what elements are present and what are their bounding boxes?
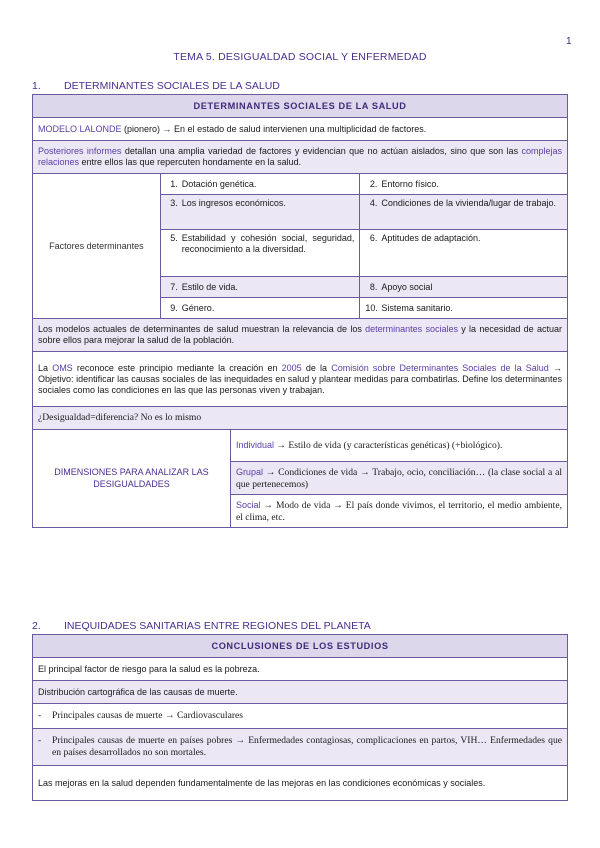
- dimension-term: Individual: [235, 439, 274, 450]
- factor-number: 7.: [170, 281, 178, 292]
- posteriores-text-1: detallan una amplia variedad de factores y evidencian que no actúan aislados, sino que son las: [121, 146, 522, 156]
- document-title: TEMA 5. DESIGUALDAD SOCIAL Y ENFERMEDAD: [173, 51, 427, 63]
- dimension-text: → Condiciones de vida → Trabajo, ocio, conciliación… (la clase social a al que pertenecemos): [235, 466, 562, 490]
- dimensiones-label-cell: [33, 429, 231, 528]
- factor-text: Apoyo social: [381, 281, 433, 292]
- factor-item: [360, 174, 568, 195]
- oms-text-2: reconoce este principio mediante la creación en: [72, 362, 282, 373]
- factor-item: [160, 174, 360, 195]
- year-2005-term: 2005: [281, 362, 302, 373]
- lalonde-text: (pionero) → En el estado de salud intervienen una multiplicidad de factores.: [121, 123, 427, 134]
- posteriores-term: Posteriores informes: [38, 146, 122, 156]
- factor-number: 2.: [369, 178, 378, 189]
- factor-text: Género.: [181, 302, 215, 313]
- factor-number: 10.: [365, 302, 378, 313]
- posteriores-text-2: entre ellos las que repercuten hondamente en la salud.: [79, 157, 302, 167]
- dimension-item: [230, 429, 567, 462]
- factor-item: [160, 298, 360, 319]
- section-2-heading: [32, 620, 568, 632]
- oms-text-1: La: [38, 362, 53, 373]
- oms-text-4: → Objetivo: identificar las causas sociales de las inequidades en salud y plantear medidas para combatirlas. Define los determinantes sociales como las condiciones en las que las personas viven y trabajan.: [38, 362, 562, 395]
- factor-number: 6.: [369, 233, 378, 243]
- section-2-title: INEQUIDADES SANITARIAS ENTRE REGIONES DEL PLANETA: [64, 620, 371, 632]
- comision-term: Comisión sobre Determinantes Sociales de la Salud: [331, 362, 549, 373]
- factor-text: Condiciones de la vivienda/lugar de trabajo.: [381, 198, 557, 208]
- bullet-text: Principales causas de muerte en países pobres → Enfermedades contagiosas, complicaciones en partos, VIH… Enfermedades que en países desarrollados no son mortales.: [52, 735, 562, 758]
- section-1-heading: [32, 80, 568, 92]
- factor-item: [360, 298, 568, 319]
- factor-text: Dotación genética.: [181, 178, 257, 189]
- bullet-text: Principales causas de muerte → Cardiovasculares: [52, 710, 244, 721]
- dimensiones-table: [32, 429, 568, 528]
- conclusiones-table-header: CONCLUSIONES DE LOS ESTUDIOS: [33, 635, 568, 658]
- determinantes-sociales-term: determinantes sociales: [365, 324, 458, 334]
- oms-text-3: de la: [301, 362, 332, 373]
- section-1-title: DETERMINANTES SOCIALES DE LA SALUD: [64, 80, 280, 92]
- factor-text: Los ingresos económicos.: [181, 198, 286, 208]
- determinantes-table: [32, 94, 568, 430]
- complejas-relaciones-term: complejas relaciones: [38, 146, 562, 167]
- modelos-row: [33, 319, 568, 352]
- conclusion-bullet: [33, 729, 568, 766]
- factor-item: [160, 277, 360, 298]
- section-1-number: 1.: [32, 80, 41, 92]
- factor-text: Sistema sanitario.: [381, 302, 453, 313]
- dimension-term: Social: [235, 499, 261, 510]
- conclusiones-table: [32, 634, 568, 801]
- factor-number: 9.: [170, 302, 178, 313]
- lalonde-term: MODELO LALONDE: [38, 123, 122, 134]
- factor-number: 4.: [369, 198, 378, 208]
- dimensiones-label-text: DIMENSIONES PARA ANALIZAR LAS DESIGUALDADES: [54, 467, 209, 489]
- factor-number: 8.: [369, 281, 378, 292]
- modelos-text-1: Los modelos actuales de determinantes de salud muestran la relevancia de los: [38, 324, 366, 334]
- conclusion-row: Distribución cartográfica de las causas de muerte.: [33, 681, 568, 704]
- factor-item: [360, 277, 568, 298]
- factor-item: [360, 195, 568, 230]
- page-number: 1: [566, 36, 572, 47]
- factores-determinantes-label: Factores determinantes: [33, 174, 161, 319]
- bullet-marker: -: [38, 735, 42, 746]
- factor-item: [160, 195, 360, 230]
- factor-text: Estabilidad y cohesión social, seguridad, reconocimiento a la diversidad.: [181, 233, 355, 254]
- dimension-text: → Modo de vida → El país donde vivimos, el territorio, el medio ambiente, el clima, etc.: [235, 499, 562, 523]
- conclusion-final-row: Las mejoras en la salud dependen fundamentalmente de las mejoras en las condiciones económicas y sociales.: [33, 766, 568, 801]
- factor-text: Estilo de vida.: [181, 281, 238, 292]
- dimension-text: → Estilo de vida (y características genéticas) (+biológico).: [273, 439, 503, 451]
- factor-text: Aptitudes de adaptación.: [381, 233, 481, 243]
- dimension-term: Grupal: [235, 466, 263, 477]
- oms-term: OMS: [52, 362, 73, 373]
- conclusion-bullet: [33, 704, 568, 729]
- lalonde-row: [33, 118, 568, 141]
- factor-item: [360, 230, 568, 277]
- desigualdad-row: ¿Desigualdad=diferencia? No es lo mismo: [33, 407, 568, 430]
- dimension-item: [230, 462, 567, 495]
- section-2-number: 2.: [32, 620, 41, 632]
- factor-number: 1.: [170, 178, 178, 189]
- conclusion-row: El principal factor de riesgo para la salud es la pobreza.: [33, 658, 568, 681]
- determinantes-table-header: DETERMINANTES SOCIALES DE LA SALUD: [33, 95, 568, 118]
- factor-number: 5.: [170, 233, 178, 243]
- oms-row: [33, 352, 568, 407]
- posteriores-row: [33, 141, 568, 174]
- factor-item: [160, 230, 360, 277]
- bullet-marker: -: [38, 710, 42, 721]
- modelos-text-2: y la necesidad de actuar sobre ellos para mejorar la salud de la población.: [38, 324, 562, 345]
- factor-text: Entorno físico.: [381, 178, 439, 189]
- dimension-item: [230, 495, 567, 528]
- factor-number: 3.: [170, 198, 178, 208]
